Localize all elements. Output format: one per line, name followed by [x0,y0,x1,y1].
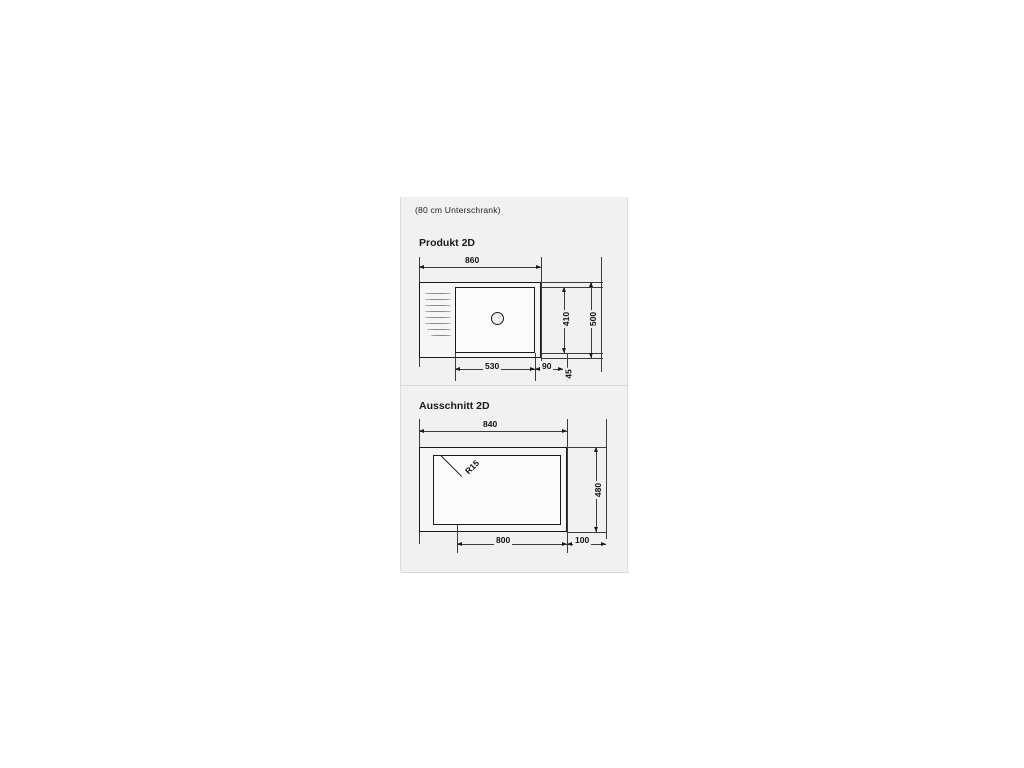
cutout-ext-h-top [567,447,606,448]
cutout-dim-840-line [419,431,567,432]
product-dim-860-arrow-right [536,265,541,269]
product-dim-90-arrow-right [558,367,563,371]
product-dim-860-arrow-left [419,265,424,269]
cutout-ext-800-left [457,525,458,553]
section-divider-1 [401,385,629,386]
cutout-dim-800-arrow-left [457,542,462,546]
cutout-dim-100-label: 100 [575,535,590,545]
section-title-product: Produkt 2D [419,237,476,249]
radius-label: R15 [463,457,482,477]
product-dim-530-arrow-left [455,367,460,371]
product-ext-h-bot2 [541,358,603,359]
product-dim-410-label: 410 [561,311,572,327]
product-dim-410-arrow-down [562,348,566,353]
cutout-ext-right [567,419,568,544]
product-dim-45-label: 45 [563,369,574,379]
product-dim-500-arrow-down [589,353,593,358]
cutout-dim-840-arrow-left [419,429,424,433]
product-dim-530-label: 530 [485,361,500,371]
product-ext-mid [541,257,542,367]
section-divider-2 [401,572,629,573]
cutout-ext-far-right [606,419,607,539]
product-ext-right [601,257,602,372]
product-ext-h-top [541,287,603,288]
drainer-groove-8 [431,335,451,336]
drainer-groove-7 [427,329,451,330]
product-dim-860-line [419,267,541,268]
cutout-dim-840-label: 840 [483,419,498,429]
product-dim-90-label: 90 [542,361,552,371]
product-ext-h-top2 [541,282,603,283]
cutout-dim-100-arrow-left [567,542,572,546]
drain-hole [491,312,504,325]
cutout-dim-480-arrow-up [594,447,598,452]
product-dim-500-arrow-up [589,282,593,287]
cutout-ext-h-bot [567,532,606,533]
section-title-cutout: Ausschnitt 2D [419,400,490,412]
cutout-dim-100-arrow-right [601,542,606,546]
cutout-dim-480-arrow-down [594,527,598,532]
product-dim-860-label: 860 [465,255,480,265]
cutout-dim-840-arrow-right [562,429,567,433]
cabinet-note: (80 cm Unterschrank) [415,205,501,215]
product-dim-500-label: 500 [588,311,599,327]
product-ext-h-bot [541,353,603,354]
cutout-dim-800-label: 800 [496,535,511,545]
technical-drawing-panel [400,197,628,572]
cutout-dim-480-label: 480 [593,482,604,498]
product-dim-410-arrow-up [562,287,566,292]
